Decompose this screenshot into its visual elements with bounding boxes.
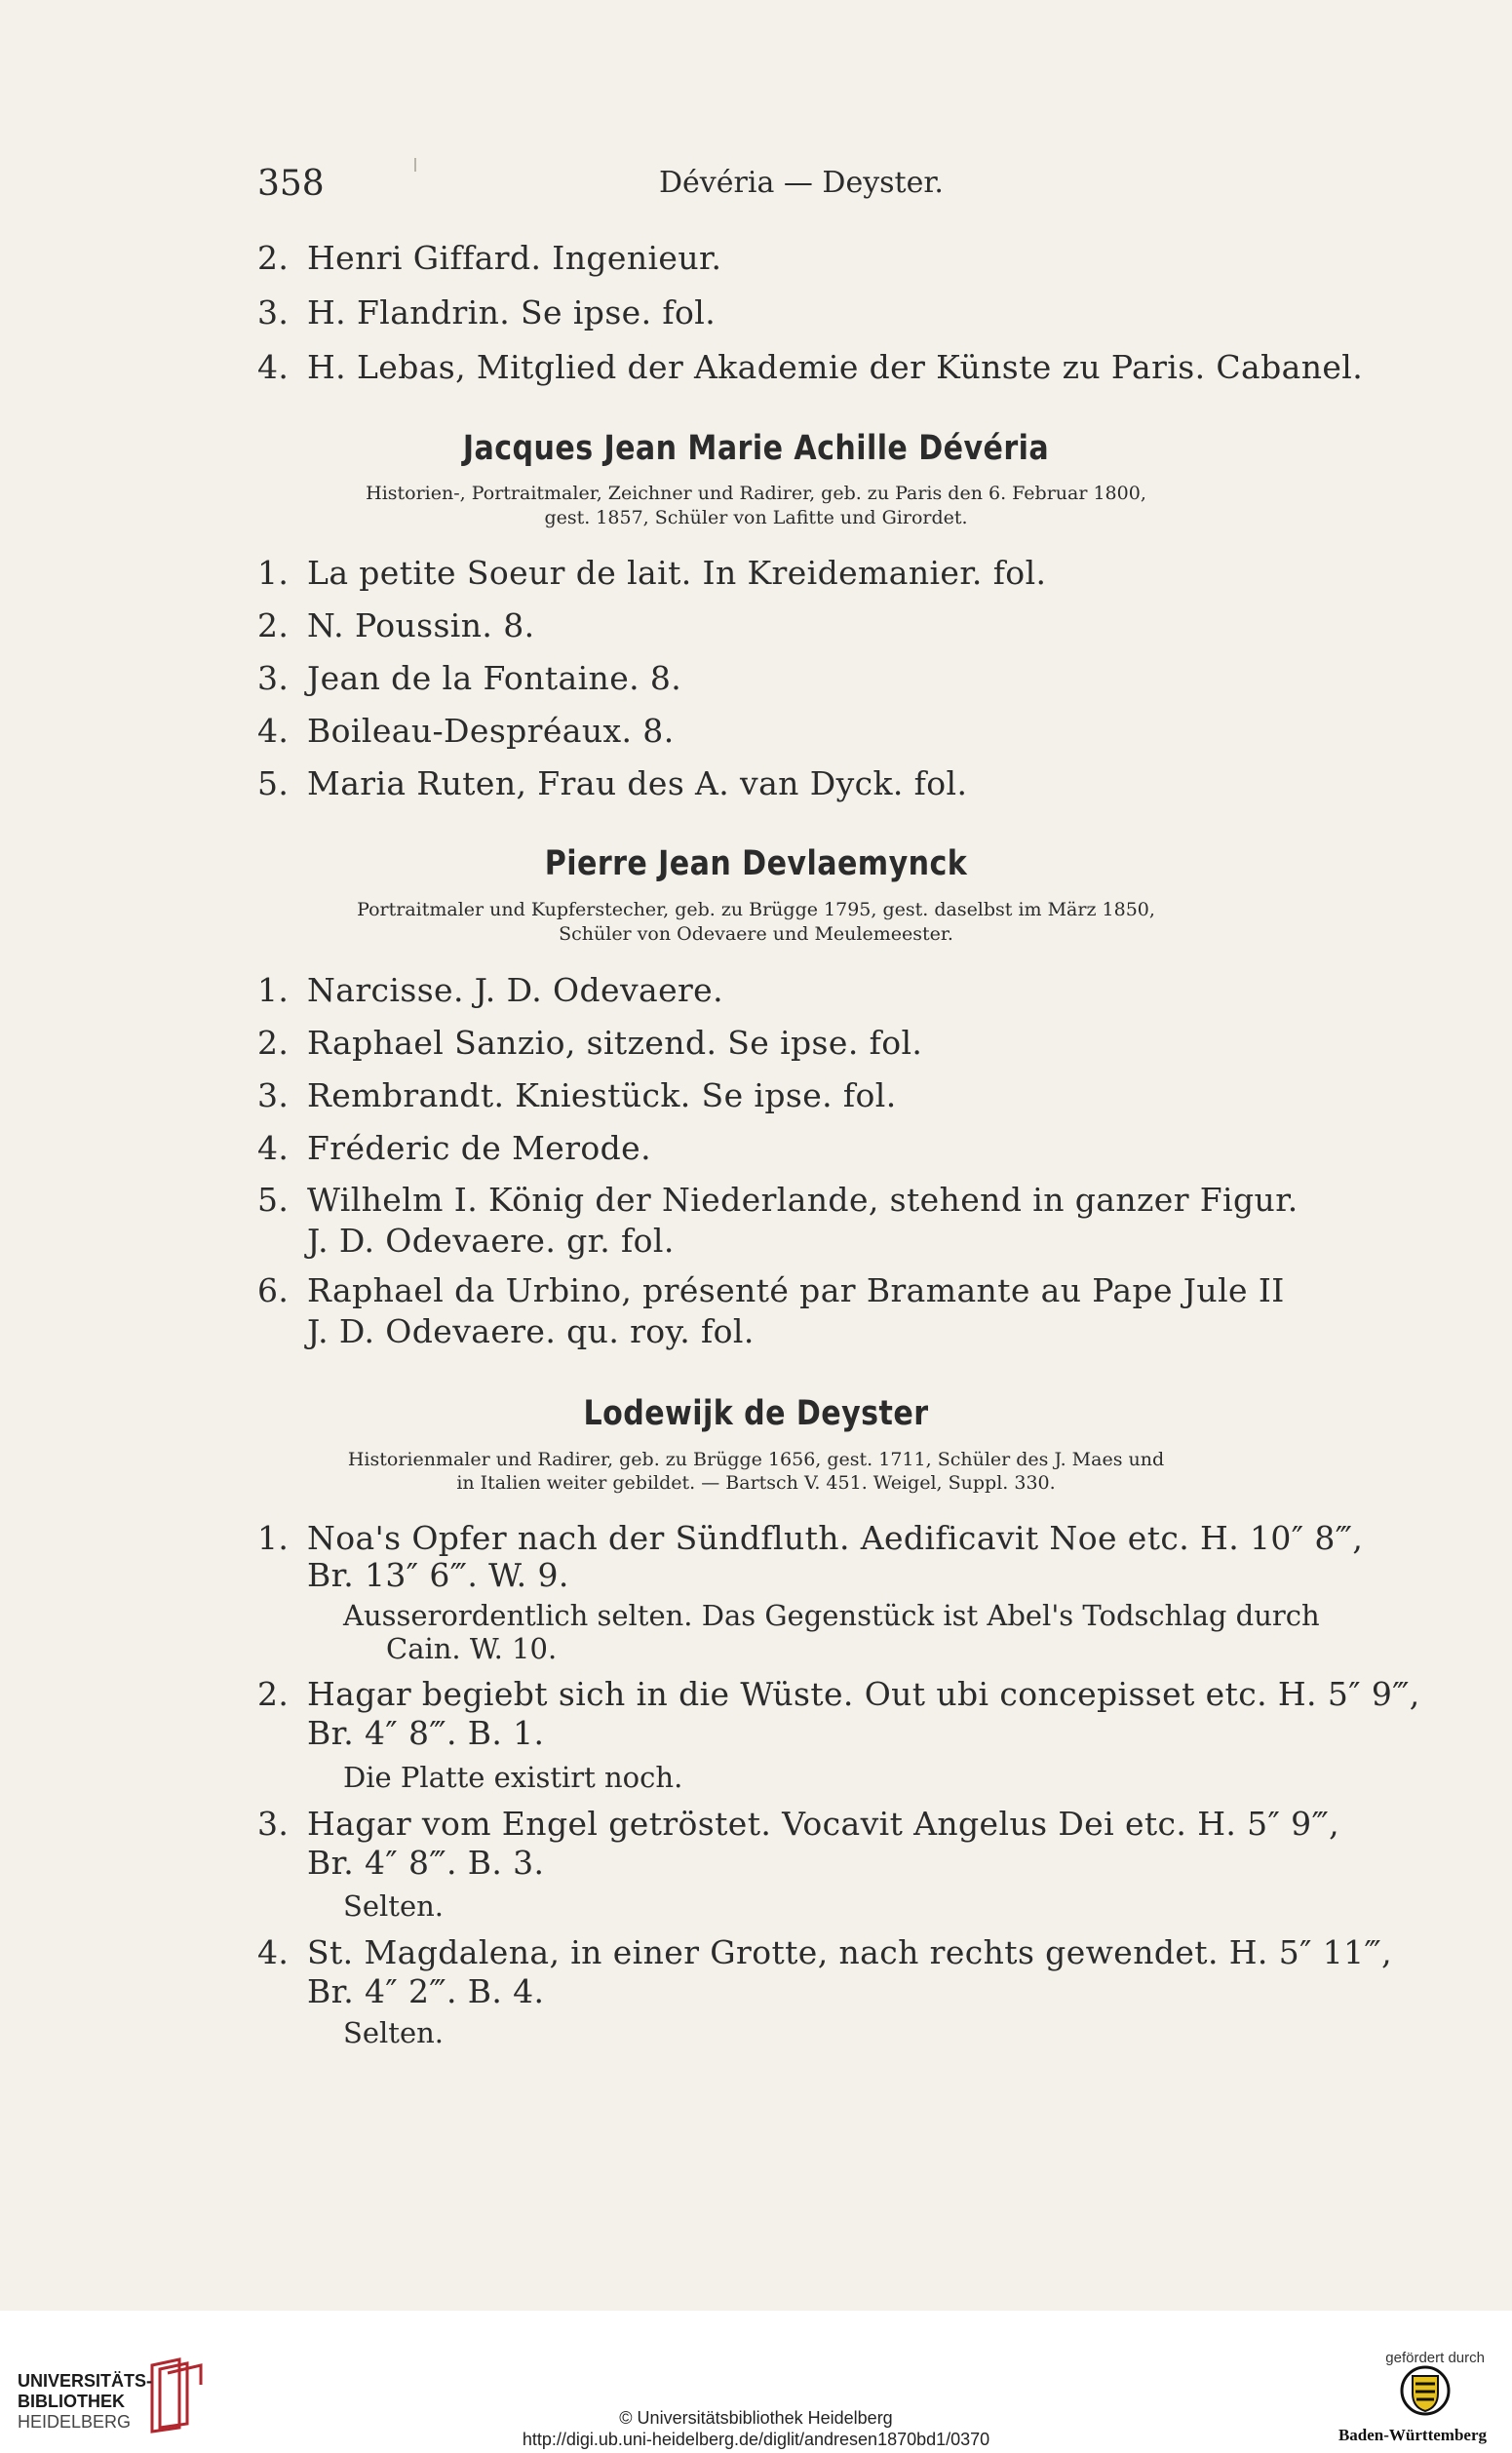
section-bio: in Italien weiter gebildet. — Bartsch V. 451. Weigel, Suppl. 330.: [456, 1472, 1056, 1494]
list-item-note: Selten.: [343, 2016, 445, 2049]
page-number: 358: [257, 164, 325, 204]
page-mark: [414, 158, 416, 172]
library-name: UNIVERSITÄTS- BIBLIOTHEK HEIDELBERG: [18, 2371, 153, 2432]
section-bio: Portraitmaler und Kupferstecher, geb. zu Brügge 1795, gest. daselbst im März 1850,: [357, 899, 1155, 920]
section-heading: Jacques Jean Marie Achille Dévéria: [462, 429, 1050, 468]
list-item-note: Selten.: [343, 1889, 445, 1923]
scanned-page: 358 Dévéria — Deyster. 2. Henri Giffard. Ingenieur. 3. H. Flandrin. Se ipse. fol. 4. H. Lebas, Mitglied der Akademie der Künste zu Paris. Cabanel. Jacques Jean Marie Achille Dévéria Historien-, Portraitmaler, Zeichner und Radirer, geb. zu Paris den 6. Februar 1800, gest. 1857, Schüler von Lafitte und Girordet. 1. La petite Soeur de lait. In Kreidemanier. fol. 2. N. Poussin. 8. 3. Jean de la Fontaine. 8. 4. Boileau-Despréaux. 8. 5. Maria Ruten, Frau des A. van Dyck. fol. Pierre Jean Devlaemynck Portraitmaler und Kupferstecher, geb. zu Brügge 1795, gest. daselbst im März 1850, Schüler von Odevaere und Meulemeester. 1. Narcisse. J. D. Odevaere. 2. Raphael Sanzio, sitzend. Se ipse. fol. 3. Rembrandt. Kniestück. Se ipse. fol. 4. Fréderic de Merode. 5. Wilhelm I. König der Niederlande, stehend in ganzer Figur. J. D. Odevaere. gr. fol. 6. Raphael da Urbino, présenté par Bramante au Pape Jule II J. D. Odevaere. qu. roy. fol. Lodewijk de Deyster Historienmaler und Radirer, geb. zu Brügge 1656, gest. 1711, Schüler des J. Maes und in Italien weiter gebildet. — Bartsch V. 451. Weigel, Suppl. 330. 1. Noa's Opfer nach der Sündfluth. Aedificavit Noe etc. H. 10″ 8‴, Br. 13″ 6‴. W. 9. Ausserordentlich selten. Das Gegenstück ist Abel's Todschlag durch Cain. W. 10. 2. Hagar begiebt sich in die Wüste. Out ubi concepisset etc. H. 5″ 9‴, Br. 4″ 8‴. B. 1. Die Platte existirt noch. 3. Hagar vom Engel getröstet. Vocavit Angelus Dei etc. H. 5″ 9‴, Br. 4″ 8‴. B. 3. Selten. 4. St. Magdalena, in einer Grotte, nach rechts gewendet. H. 5″ 11‴, Br. 4″ 2‴. B. 4. Selten.: [0, 0, 1512, 2311]
funder-name: Baden-Württemberg: [1338, 2426, 1487, 2444]
permalink-url[interactable]: http://digi.ub.uni-heidelberg.de/diglit/andresen1870bd1/0370: [522, 2430, 990, 2449]
list-item-note: Ausserordentlich selten. Das Gegenstück ist Abel's Todschlag durch: [343, 1599, 1320, 1632]
funded-by-label: gefördert durch: [1385, 2350, 1485, 2366]
section-bio: Schüler von Odevaere und Meulemeester.: [559, 923, 953, 945]
section-bio: Historien-, Portraitmaler, Zeichner und Radirer, geb. zu Paris den 6. Februar 1800,: [366, 483, 1146, 504]
section-bio: Historienmaler und Radirer, geb. zu Brügge 1656, gest. 1711, Schüler des J. Maes und: [347, 1449, 1165, 1470]
list-item-note: Die Platte existirt noch.: [343, 1761, 683, 1794]
running-head: Dévéria — Deyster.: [659, 166, 944, 200]
section-heading: Pierre Jean Devlaemynck: [544, 844, 968, 883]
list-item-note: Cain. W. 10.: [386, 1632, 558, 1665]
section-bio: gest. 1857, Schüler von Lafitte und Girordet.: [544, 507, 968, 528]
section-heading: Lodewijk de Deyster: [583, 1394, 929, 1433]
copyright-notice: © Universitätsbibliothek Heidelberg: [619, 2408, 893, 2428]
